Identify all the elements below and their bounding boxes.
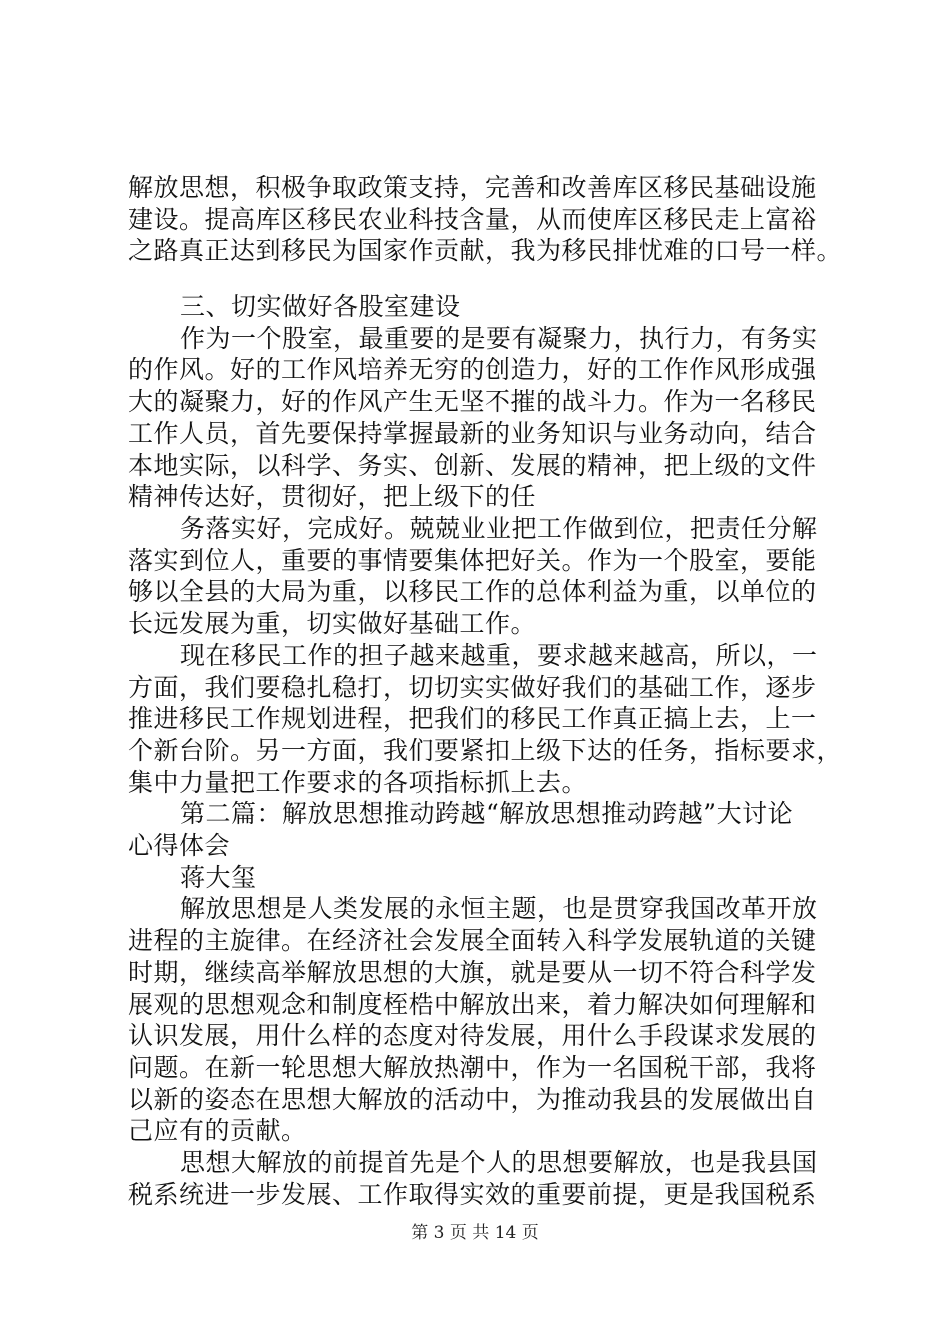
text-line: 认识发展，用什么样的态度对待发展，用什么手段谋求发展的 bbox=[128, 1021, 817, 1050]
text-line: 推进移民工作规划进程，把我们的移民工作真正搞上去，上一 bbox=[128, 704, 817, 733]
text-line: 长远发展为重，切实做好基础工作。 bbox=[128, 609, 537, 638]
text-line: 务落实好，完成好。兢兢业业把工作做到位，把责任分解 bbox=[180, 514, 818, 543]
text-line: 以新的姿态在思想大解放的活动中，为推动我县的发展做出自 bbox=[128, 1085, 817, 1114]
text-line: 精神传达好，贯彻好，把上级下的任 bbox=[128, 482, 537, 511]
text-line: 落实到位人，重要的事情要集体把好关。作为一个股室，要能 bbox=[128, 546, 817, 575]
text-line: 税系统进一步发展、工作取得实效的重要前提，更是我国税系 bbox=[128, 1180, 817, 1209]
page-footer: 第 3 页 共 14 页 bbox=[411, 1223, 539, 1243]
text-line: 大的凝聚力，好的作风产生无坚不摧的战斗力。作为一名移民 bbox=[128, 387, 817, 416]
text-line: 的作风。好的工作风培养无穷的创造力，好的工作作风形成强 bbox=[128, 355, 817, 384]
text-line: 集中力量把工作要求的各项指标抓上去。 bbox=[128, 768, 588, 797]
text-line: 解放思想，积极争取政策支持，完善和改善库区移民基础设施 bbox=[128, 173, 817, 202]
text-line: 时期，继续高举解放思想的大旗，就是要从一切不符合科学发 bbox=[128, 958, 817, 987]
text-line: 思想大解放的前提首先是个人的思想要解放，也是我县国 bbox=[180, 1148, 818, 1177]
text-line: 现在移民工作的担子越来越重，要求越来越高，所以，一 bbox=[180, 641, 818, 670]
text-line: 展观的思想观念和制度桎梏中解放出来，着力解决如何理解和 bbox=[128, 990, 817, 1019]
text-line: 工作人员，首先要保持掌握最新的业务知识与业务动向，结合 bbox=[128, 419, 817, 448]
text-line: 个新台阶。另一方面，我们要紧扣上级下达的任务，指标要求， bbox=[128, 736, 843, 765]
chapter-heading: 心得体会 bbox=[128, 831, 231, 860]
author-name: 蒋大玺 bbox=[180, 863, 257, 892]
text-line: 之路真正达到移民为国家作贡献，我为移民排忧难的口号一样。 bbox=[128, 236, 843, 265]
text-line: 够以全县的大局为重，以移民工作的总体利益为重，以单位的 bbox=[128, 577, 817, 606]
text-line: 本地实际，以科学、务实、创新、发展的精神，把上级的文件 bbox=[128, 451, 817, 480]
text-line: 问题。在新一轮思想大解放热潮中，作为一名国税干部，我将 bbox=[128, 1053, 817, 1082]
chapter-heading: 第二篇：解放思想推动跨越“解放思想推动跨越”大讨论 bbox=[180, 799, 794, 828]
text-line: 己应有的贡献。 bbox=[128, 1116, 307, 1145]
text-line: 解放思想是人类发展的永恒主题，也是贯穿我国改革开放 bbox=[180, 894, 818, 923]
text-line: 进程的主旋律。在经济社会发展全面转入科学发展轨道的关键 bbox=[128, 926, 817, 955]
text-line: 方面，我们要稳扎稳打，切切实实做好我们的基础工作，逐步 bbox=[128, 673, 817, 702]
section-heading: 三、切实做好各股室建设 bbox=[180, 292, 461, 321]
text-line: 建设。提高库区移民农业科技含量，从而使库区移民走上富裕 bbox=[128, 205, 817, 234]
text-line: 作为一个股室，最重要的是要有凝聚力，执行力，有务实 bbox=[180, 324, 818, 353]
